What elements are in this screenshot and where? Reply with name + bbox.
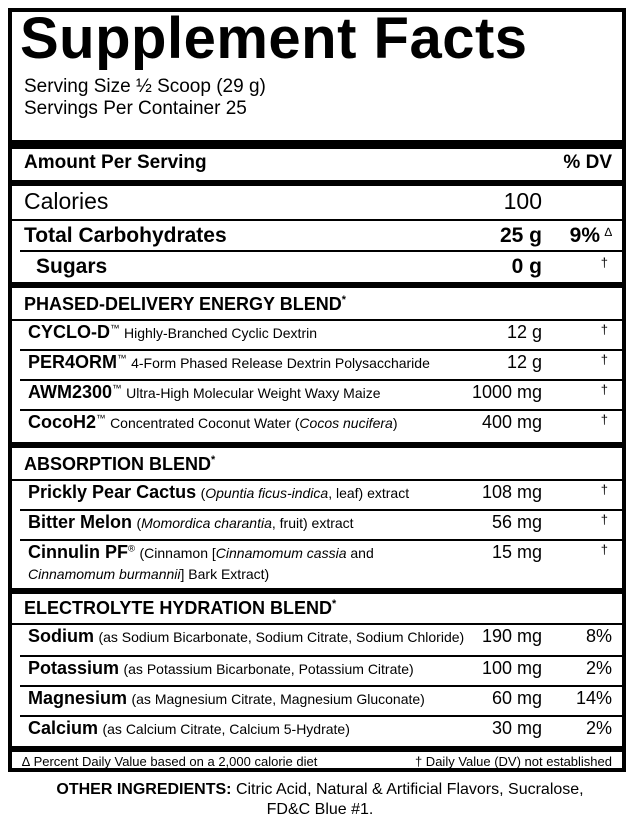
ingredient-label: Cinnulin PF® (Cinnamon [Cinnamomum cassia and — [28, 542, 374, 562]
sugars-label: Sugars — [36, 255, 108, 278]
ingredient-dv: † — [600, 412, 608, 427]
ingredient-dv: † — [600, 322, 608, 337]
blend-title-row — [12, 454, 622, 478]
ingredient-amount: 60 mg — [491, 688, 542, 708]
ingredient-dv: † — [600, 382, 608, 397]
other-ingredients — [0, 780, 640, 820]
carbs-row — [12, 221, 622, 249]
ingredient-row — [12, 352, 622, 376]
divider — [20, 379, 622, 381]
ingredient-row — [12, 412, 622, 436]
carbs-amount: 25 g — [499, 224, 542, 247]
ingredient-amount: 190 mg — [481, 626, 542, 646]
calories-label: Calories — [24, 188, 109, 214]
divider — [12, 623, 622, 625]
ingredient-amount: 15 mg — [491, 542, 542, 562]
ingredient-label: Sodium (as Sodium Bicarbonate, Sodium Citrate, Sodium Chloride) — [28, 626, 465, 646]
ingredient-dv: 2% — [585, 658, 612, 678]
panel-title: Supplement Facts — [20, 6, 528, 71]
blend-title-row — [12, 294, 622, 318]
ingredient-dv: † — [600, 542, 608, 557]
calories-row — [12, 188, 622, 216]
footnote-dv: ∆ Percent Daily Value based on a 2,000 calorie diet — [22, 754, 318, 769]
ingredient-dv: † — [600, 352, 608, 367]
ingredient-row — [12, 482, 622, 506]
ingredient-label-line2: Cinnamomum burmannii] Bark Extract) — [28, 566, 270, 582]
ingredient-amount: 108 mg — [481, 482, 542, 502]
ingredient-amount: 1000 mg — [471, 382, 542, 402]
carbs-dv: 9% — [569, 224, 600, 247]
servings-per-container: Servings Per Container 25 — [24, 98, 247, 119]
divider — [20, 539, 622, 541]
ingredient-label: CYCLO-D™ Highly-Branched Cyclic Dextrin — [28, 322, 317, 342]
medium-divider — [12, 746, 622, 752]
divider — [12, 319, 622, 321]
blend-title: ABSORPTION BLEND* — [24, 454, 216, 474]
ingredient-amount: 30 mg — [491, 718, 542, 738]
ingredient-amount: 400 mg — [481, 412, 542, 432]
sugars-row — [12, 252, 622, 280]
ingredient-label: CocoH2™ Concentrated Coconut Water (Cocos nucifera) — [28, 412, 398, 432]
ingredient-dv: 14% — [575, 688, 612, 708]
divider — [20, 349, 622, 351]
ingredient-amount: 56 mg — [491, 512, 542, 532]
divider — [20, 409, 622, 411]
ingredient-dv: † — [600, 482, 608, 497]
sugars-amount: 0 g — [511, 255, 542, 278]
ingredient-row — [12, 382, 622, 406]
divider — [20, 655, 622, 657]
ingredient-row — [12, 688, 622, 714]
ingredient-label: Potassium (as Potassium Bicarbonate, Potassium Citrate) — [28, 658, 414, 678]
ingredient-label: PER4ORM™ 4-Form Phased Release Dextrin Polysaccharide — [28, 352, 430, 372]
blend-title: PHASED-DELIVERY ENERGY BLEND* — [24, 294, 346, 314]
serving-size: Serving Size ½ Scoop (29 g) — [24, 76, 266, 97]
ingredient-row — [12, 512, 622, 536]
medium-divider — [12, 180, 622, 186]
other-ingredients-label: OTHER INGREDIENTS: — [56, 781, 232, 798]
supplement-facts-panel — [8, 8, 626, 772]
divider — [20, 685, 622, 687]
ingredient-row — [12, 718, 622, 744]
divider — [20, 509, 622, 511]
ingredient-row — [12, 322, 622, 346]
ingredient-dv: 2% — [585, 718, 612, 738]
carbs-dv-mark: ∆ — [604, 225, 612, 239]
thick-divider — [12, 140, 622, 149]
ingredient-dv: † — [600, 512, 608, 527]
ingredient-amount: 12 g — [506, 322, 542, 342]
calories-amount: 100 — [503, 188, 542, 214]
ingredient-amount: 12 g — [506, 352, 542, 372]
sugars-dv: † — [600, 255, 608, 270]
ingredient-amount: 100 mg — [481, 658, 542, 678]
other-ingredients-line2: FD&C Blue #1. — [266, 801, 374, 818]
divider — [12, 479, 622, 481]
medium-divider — [12, 442, 622, 448]
ingredient-label: Magnesium (as Magnesium Citrate, Magnesium Gluconate) — [28, 688, 425, 708]
ingredient-row — [12, 658, 622, 684]
ingredient-dv: 8% — [585, 626, 612, 646]
blend-title-row — [12, 598, 622, 622]
carbs-label: Total Carbohydrates — [24, 224, 227, 247]
ingredient-row — [12, 626, 622, 652]
blend-title: ELECTROLYTE HYDRATION BLEND* — [24, 598, 337, 618]
dv-header: % DV — [563, 152, 612, 173]
ingredient-label: Calcium (as Calcium Citrate, Calcium 5-Hydrate) — [28, 718, 350, 738]
amount-per-serving-label: Amount Per Serving — [24, 152, 207, 173]
ingredient-label: AWM2300™ Ultra-High Molecular Weight Waxy Maize — [28, 382, 381, 402]
divider — [20, 715, 622, 717]
ingredient-row — [12, 542, 622, 588]
medium-divider — [12, 282, 622, 288]
header-row — [12, 152, 622, 176]
ingredient-label: Prickly Pear Cactus (Opuntia ficus-indica, leaf) extract — [28, 482, 410, 502]
footnote-dagger: † Daily Value (DV) not established — [414, 754, 612, 769]
other-ingredients-text: Citric Acid, Natural & Artificial Flavors, Sucralose, — [231, 781, 584, 798]
medium-divider — [12, 588, 622, 594]
ingredient-label: Bitter Melon (Momordica charantia, fruit) extract — [28, 512, 354, 532]
